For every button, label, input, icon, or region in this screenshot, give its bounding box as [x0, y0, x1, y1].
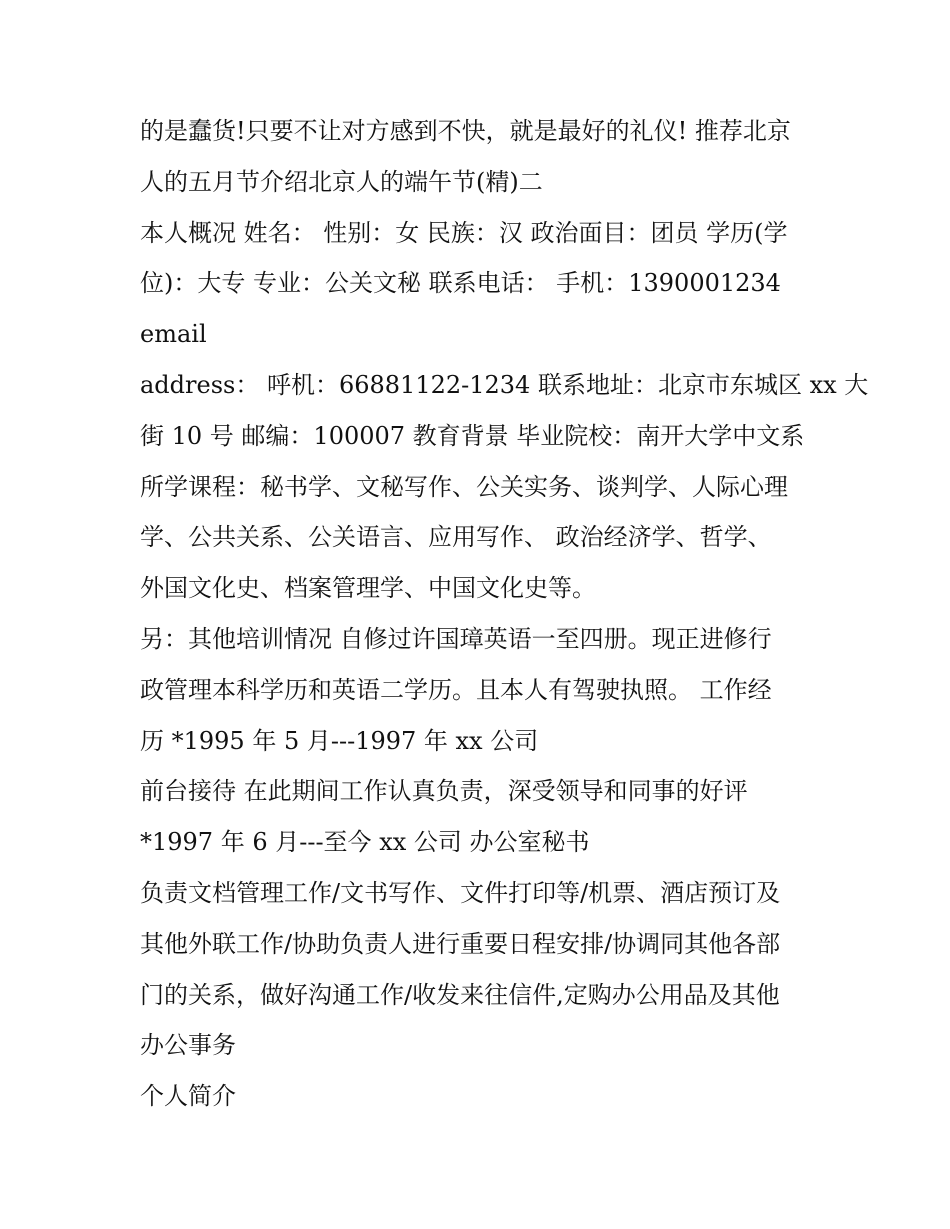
text-line: 办公事务 [140, 1031, 236, 1060]
text-line: address： 呼机：66881122-1234 联系地址：北京市东城区 xx 大 [140, 370, 869, 399]
text-line: 街 10 号 邮编：100007 教育背景 毕业院校：南开大学中文系 [140, 421, 805, 450]
text-line: 人的五月节介绍北京人的端午节(精)二 [140, 167, 543, 196]
document-body [140, 106, 869, 1122]
text-line: 外国文化史、档案管理学、中国文化史等。 [140, 574, 596, 603]
text-line: 另：其他培训情况 自修过许国璋英语一至四册。现正进修行 [140, 624, 772, 653]
text-line: email [140, 320, 207, 349]
text-line: 的是蠢货!只要不让对方感到不快，就是最好的礼仪! 推荐北京 [140, 117, 791, 145]
text-line: 政管理本科学历和英语二学历。且本人有驾驶执照。 工作经 [140, 675, 772, 704]
text-line: 门的关系，做好沟通工作/收发来往信件,定购办公用品及其他 [140, 980, 780, 1009]
text-line: 本人概况 姓名： 性别：女 民族：汉 政治面目：团员 学历(学 [140, 218, 788, 247]
text-line: 历 *1995 年 5 月---1997 年 xx 公司 [140, 726, 539, 755]
text-line: 学、公共关系、公关语言、应用写作、 政治经济学、哲学、 [140, 523, 772, 552]
text-line: 前台接待 在此期间工作认真负责，深受领导和同事的好评 [140, 777, 748, 806]
text-line: 所学课程：秘书学、文秘写作、公关实务、谈判学、人际心理 [140, 472, 788, 501]
text-line: 位)：大专 专业：公关文秘 联系电话： 手机：1390001234 [140, 269, 781, 298]
text-line: *1997 年 6 月---至今 xx 公司 办公室秘书 [140, 828, 590, 857]
text-line: 其他外联工作/协助负责人进行重要日程安排/协调同其他各部 [140, 929, 781, 958]
text-line: 个人简介 [140, 1082, 236, 1111]
text-line: 负责文档管理工作/文书写作、文件打印等/机票、酒店预订及 [140, 878, 781, 907]
